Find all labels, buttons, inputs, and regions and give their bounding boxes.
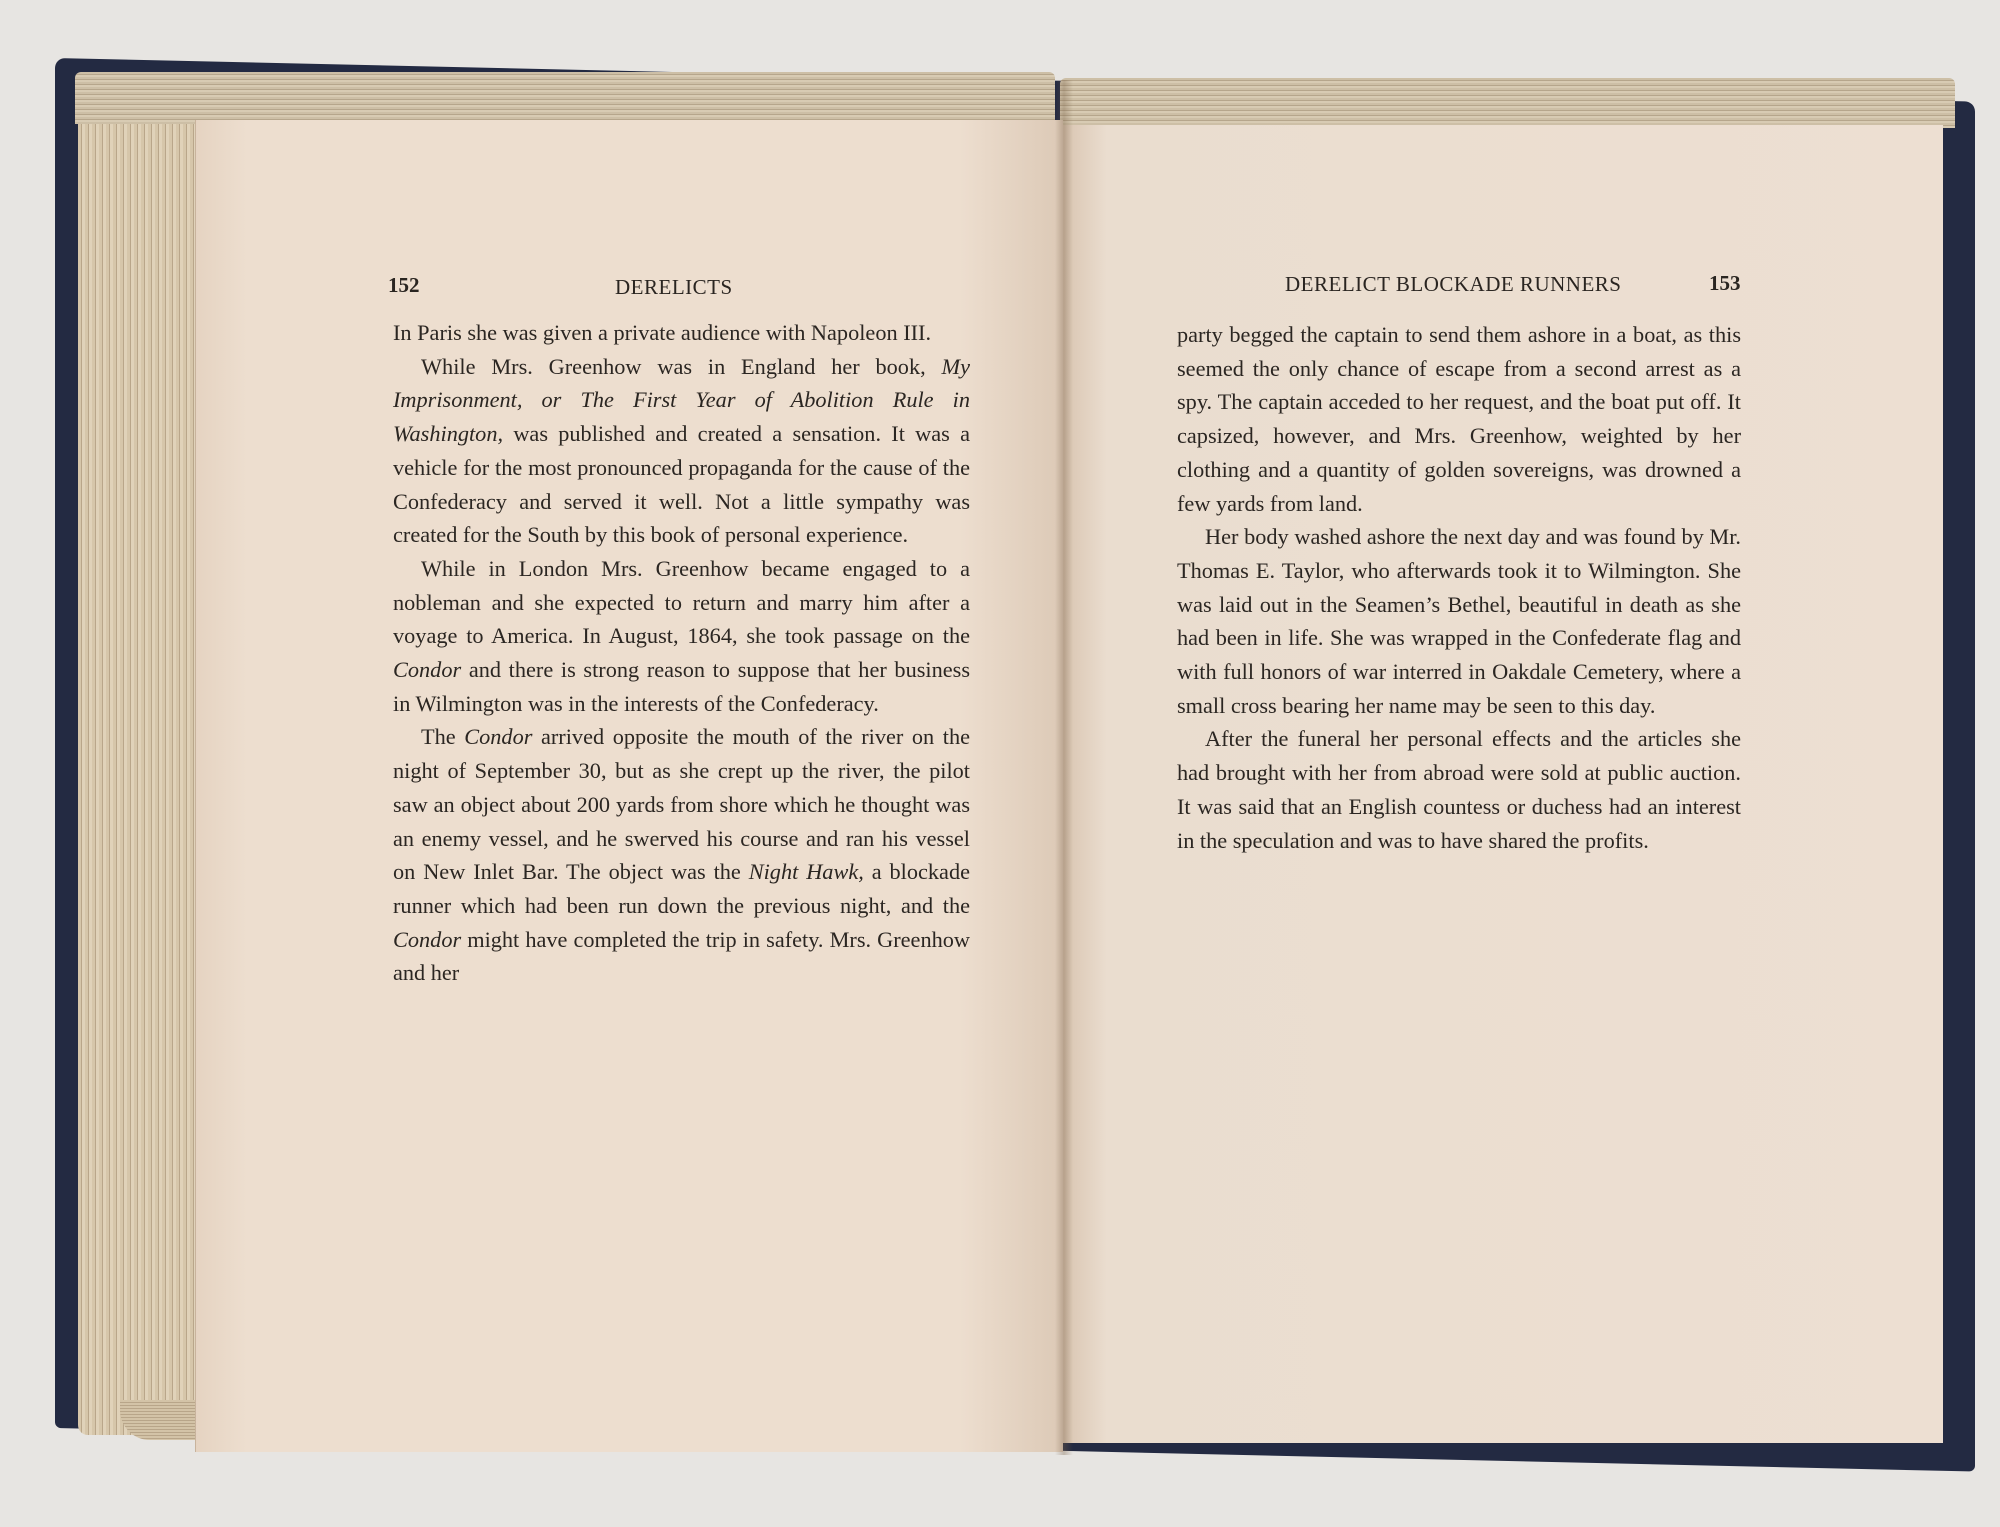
body-text: a blockade runner which had been run down the previous night, and the: [393, 859, 970, 918]
left-running-head: DERELICTS: [615, 275, 733, 299]
body-text: Her body washed ashore the next day and was found by Mr. Thomas E. Taylor, who afterwards took it to Wilmington. She was laid out in the Seamen’s Bethel, beautiful in death as she had been in life. She was wrapped in the Confederate flag and with full honors of war interred in Oakdale Cemetery, where a small cross bearing her name may be seen to this day.: [1177, 524, 1741, 718]
paragraph: [1177, 318, 1741, 520]
body-text: After the funeral her personal effects and the articles she had brought with her from abroad were sold at public auction. It was said that an English countess or duchess had an interest in the speculation and was to have shared the profits.: [1177, 726, 1741, 853]
right-page-number: 153: [1709, 271, 1741, 295]
right-running-head: DERELICT BLOCKADE RUNNERS: [1285, 272, 1622, 296]
italic-title-text: My Imprisonment, or The First Year of Abolition Rule in Washington,: [393, 353, 970, 447]
body-text: and there is strong reason to suppose that her business in Wilmington was in the interests of the Confederacy.: [393, 657, 970, 716]
top-page-edge-left: [75, 72, 1055, 124]
paragraph: [1177, 520, 1741, 722]
page-block-edge: [78, 105, 208, 1435]
italic-title-text: Night Hawk,: [748, 859, 864, 885]
paragraph: [1177, 722, 1741, 857]
body-text: In Paris she was given a private audience with Napoleon III.: [393, 320, 932, 345]
left-page-number: 152: [388, 273, 420, 297]
body-text: While in London Mrs. Greenhow became engaged to a nobleman and she expected to return and marry him after a voyage to America. In August, 1864, she took passage on the: [393, 555, 970, 649]
body-text: party begged the captain to send them ashore in a boat, as this seemed the only chance of escape from a second arrest as a spy. The captain acceded to her request, and the boat put off. It capsized, however, and Mrs. Greenhow, weighted by her clothing and a quantity of golden sovereigns, was drowned a few yards from land.: [1177, 322, 1741, 516]
left-page: [195, 120, 1063, 1452]
body-text: was published and created a sensation. It was a vehicle for the most pronounced propaganda for the cause of the Confederacy and served it well. Not a little sympathy was created for the South by this book of personal experience.: [393, 421, 970, 548]
paragraph: [393, 720, 970, 990]
paragraph: [393, 316, 970, 350]
body-text: The: [421, 724, 465, 750]
body-text: might have completed the trip in safety. Mrs. Greenhow and her: [393, 926, 970, 986]
right-page: [1063, 125, 1943, 1443]
body-text: arrived opposite the mouth of the river on the night of September 30, but as she crept up the river, the pilot saw an object about 200 yards from shore which he thought was an enemy vessel, and he swerved his course and ran his vessel on New Inlet Bar. The object was the: [393, 724, 970, 885]
paragraph: [393, 350, 970, 552]
italic-title-text: Condor: [393, 657, 462, 683]
paragraph: [393, 552, 970, 721]
italic-title-text: Condor: [464, 724, 533, 750]
body-text: While Mrs. Greenhow was in England her book,: [421, 353, 942, 379]
left-page-body: [393, 316, 970, 990]
top-page-edge-right: [1060, 78, 1955, 128]
italic-title-text: Condor: [393, 926, 462, 952]
book-gutter: [1055, 80, 1073, 1455]
right-page-body: [1177, 318, 1741, 857]
